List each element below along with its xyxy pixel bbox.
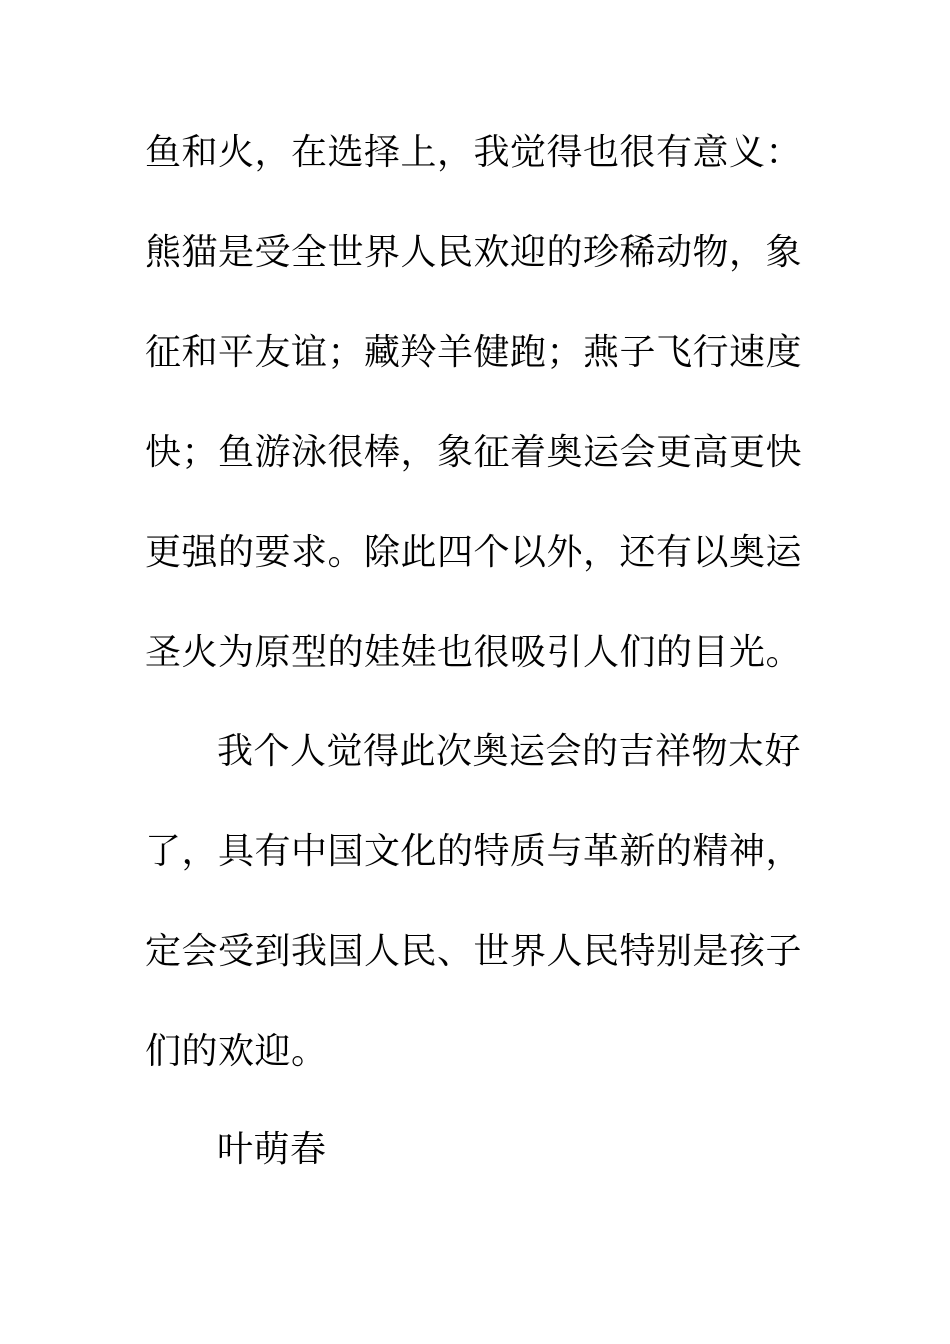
paragraph-line: 鱼和火，在选择上，我觉得也很有意义： (145, 132, 803, 173)
paragraph-line-indented: 我个人觉得此次奥运会的吉祥物太好 (217, 731, 802, 772)
author-signature: 叶萌春 (217, 1129, 327, 1170)
paragraph-line: 定会受到我国人民、世界人民特别是孩子 (145, 931, 803, 972)
paragraph-line: 了，具有中国文化的特质与革新的精神， (145, 831, 803, 872)
paragraph-line: 们的欢迎。 (145, 1031, 328, 1072)
paragraph-line: 快；鱼游泳很棒，象征着奥运会更高更快 (145, 432, 803, 473)
paragraph-line: 熊猫是受全世界人民欢迎的珍稀动物，象 (145, 232, 803, 273)
paragraph-line: 更强的要求。除此四个以外，还有以奥运 (145, 532, 803, 573)
paragraph-line: 圣火为原型的娃娃也很吸引人们的目光。 (145, 632, 803, 673)
paragraph-line: 征和平友谊；藏羚羊健跑；燕子飞行速度 (145, 332, 803, 373)
